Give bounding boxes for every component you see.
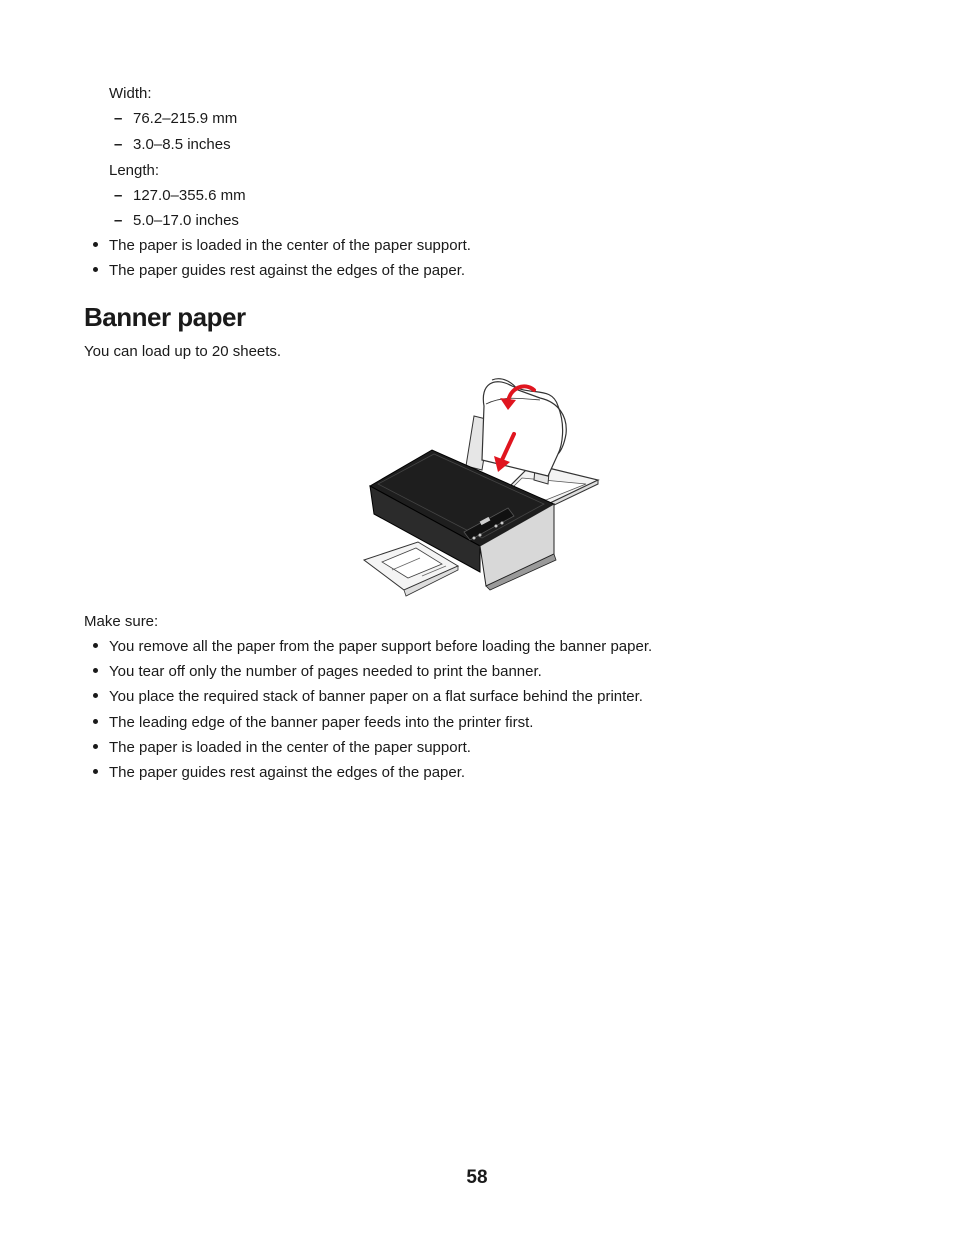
bullet-icon (93, 719, 98, 724)
dash-marker: – (114, 110, 123, 127)
list-item: You place the required stack of banner paper on a flat surface behind the printer. (109, 688, 643, 705)
list-item: The paper is loaded in the center of the paper support. (109, 739, 471, 756)
make-sure-label: Make sure: (84, 613, 159, 630)
dash-marker: – (114, 212, 123, 229)
list-item: The leading edge of the banner paper feeds into the printer first. (109, 714, 534, 731)
intro-text: You can load up to 20 sheets. (84, 343, 282, 360)
bullet-icon (93, 769, 98, 774)
width-label: Width: (109, 85, 152, 102)
length-mm: 127.0–355.6 mm (133, 187, 246, 204)
dash-marker: – (114, 136, 123, 153)
list-item: You remove all the paper from the paper support before loading the banner paper. (109, 638, 653, 655)
page-number: 58 (466, 1167, 488, 1188)
dash-marker: – (114, 187, 123, 204)
list-item: You tear off only the number of pages needed to print the banner. (109, 663, 542, 680)
bullet-icon (93, 242, 98, 247)
list-item: The paper guides rest against the edges of the paper. (109, 764, 466, 781)
width-inches: 3.0–8.5 inches (133, 136, 231, 153)
length-inches: 5.0–17.0 inches (133, 212, 239, 229)
width-mm: 76.2–215.9 mm (133, 110, 238, 127)
section-heading: Banner paper (84, 302, 246, 332)
bullet-icon (93, 643, 98, 648)
bullet-icon (93, 744, 98, 749)
bullet-icon (93, 693, 98, 698)
list-item: The paper guides rest against the edges of the paper. (109, 262, 466, 279)
list-item: The paper is loaded in the center of the paper support. (109, 237, 471, 254)
bullet-icon (93, 668, 98, 673)
bullet-icon (93, 267, 98, 272)
printer-banner-paper-illustration (362, 376, 600, 598)
length-label: Length: (109, 162, 160, 179)
